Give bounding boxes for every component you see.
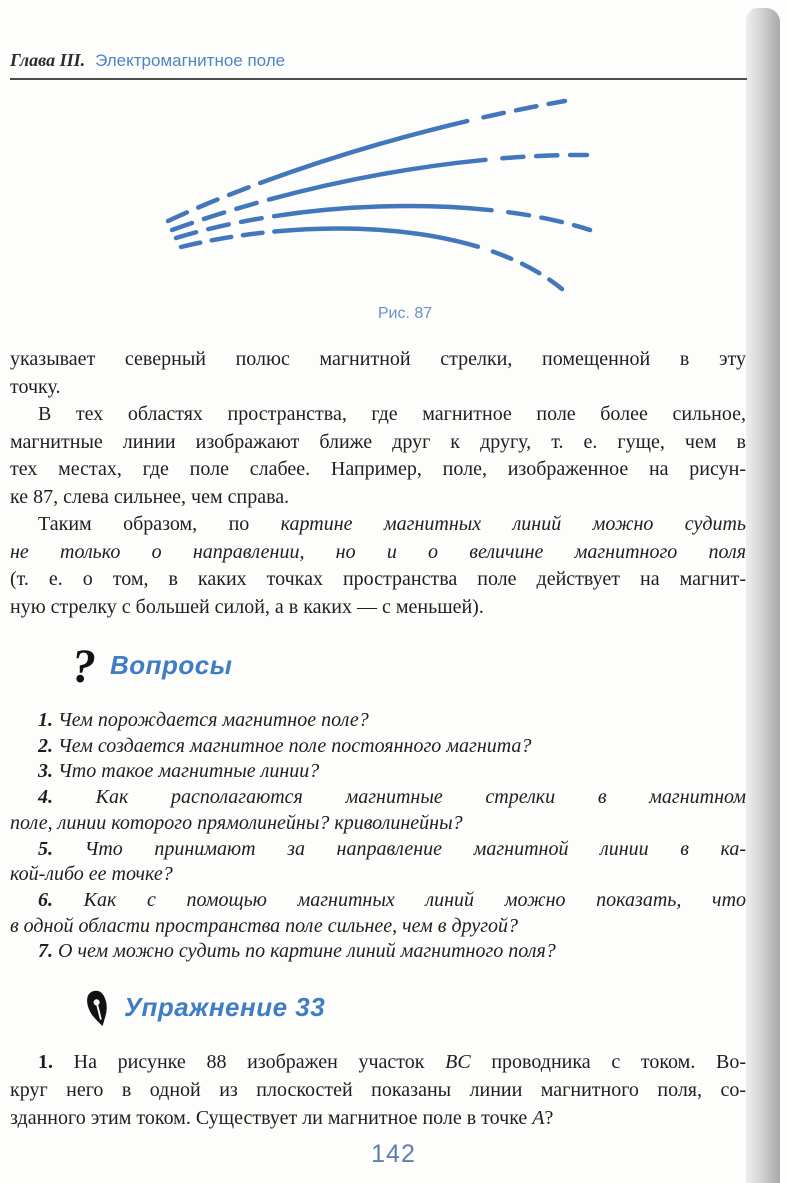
text-line: 3. Что такое магнитные линии?	[38, 760, 320, 783]
chapter-title: Электромагнитное поле	[95, 51, 286, 70]
text-line: ную стрелку с большей силой, а в каких — с меньшей).	[10, 595, 484, 618]
text-line: 2. Чем создается магнитное поле постоянного магнита?	[38, 734, 532, 757]
text-line: 1. На рисунке 88 изображен участок BC проводника с током. Во-	[38, 1051, 746, 1073]
figure-87	[150, 90, 610, 323]
text-line: 1. Чем порождается магнитное поле?	[38, 709, 369, 731]
text-line: в одной области пространства поле сильнее, чем в другой?	[10, 914, 519, 937]
body-text	[10, 346, 746, 621]
question-mark-icon: ?	[72, 640, 96, 693]
figure-caption: Рис. 87	[377, 305, 433, 322]
text-line: 5. Что принимают за направление магнитной линии в ка-	[38, 837, 747, 860]
text-line: Таким образом, по картине магнитных линий можно судить	[38, 513, 746, 535]
text-line: тех местах, где поле слабее. Например, поле, изображенное на рисун-	[10, 458, 746, 480]
text-line: магнитные линии изображают ближе друг к другу, т. е. гуще, чем в	[10, 430, 746, 453]
field-line-1	[168, 101, 565, 221]
exercise-heading	[84, 986, 325, 1028]
text-line: ке 87, слева сильнее, чем справа.	[10, 485, 290, 508]
text-line: 7. О чем можно судить по картине линий магнитного поля?	[38, 940, 556, 963]
questions-title: Вопросы	[110, 650, 233, 680]
text-line: В тех областях пространства, где магнитное поле более сильное,	[38, 403, 746, 425]
text-line: зданного этим током. Существует ли магнитное поле в точке A?	[10, 1107, 554, 1129]
text-line: (т. е. о том, в каких точках пространства поле действует на магнит-	[10, 568, 746, 590]
questions-heading	[72, 642, 232, 692]
field-line-4	[181, 229, 562, 289]
text-line: круг него в одной из плоскостей показаны линии магнитного поля, со-	[10, 1079, 746, 1101]
running-header	[10, 50, 747, 71]
text-line: 6. Как с помощью магнитных линий можно показать, что	[38, 888, 747, 911]
exercise-text	[10, 1048, 746, 1132]
header-rule	[10, 78, 747, 80]
exercise-title: Упражнение 33	[124, 992, 326, 1022]
page-number: 142	[371, 1140, 416, 1168]
text-line: указывает северный полюс магнитной стрелки, помещенной в эту	[10, 348, 746, 370]
magnetic-field-lines-drawing	[150, 90, 610, 305]
text-line: точку.	[10, 375, 61, 398]
text-line: поле, линии которого прямолинейны? криволинейны?	[10, 811, 463, 834]
text-line: 4. Как располагаются магнитные стрелки в магнитном	[38, 786, 747, 809]
page-edge-shadow	[746, 8, 780, 1183]
pen-nib-icon	[84, 988, 112, 1028]
chapter-label: Глава III.	[10, 50, 86, 70]
text-line: кой-либо ее точке?	[10, 863, 173, 886]
text-line: не только о направлении, но и о величине магнитного поля	[10, 540, 746, 563]
field-line-3	[176, 206, 590, 238]
questions-list	[10, 708, 746, 965]
